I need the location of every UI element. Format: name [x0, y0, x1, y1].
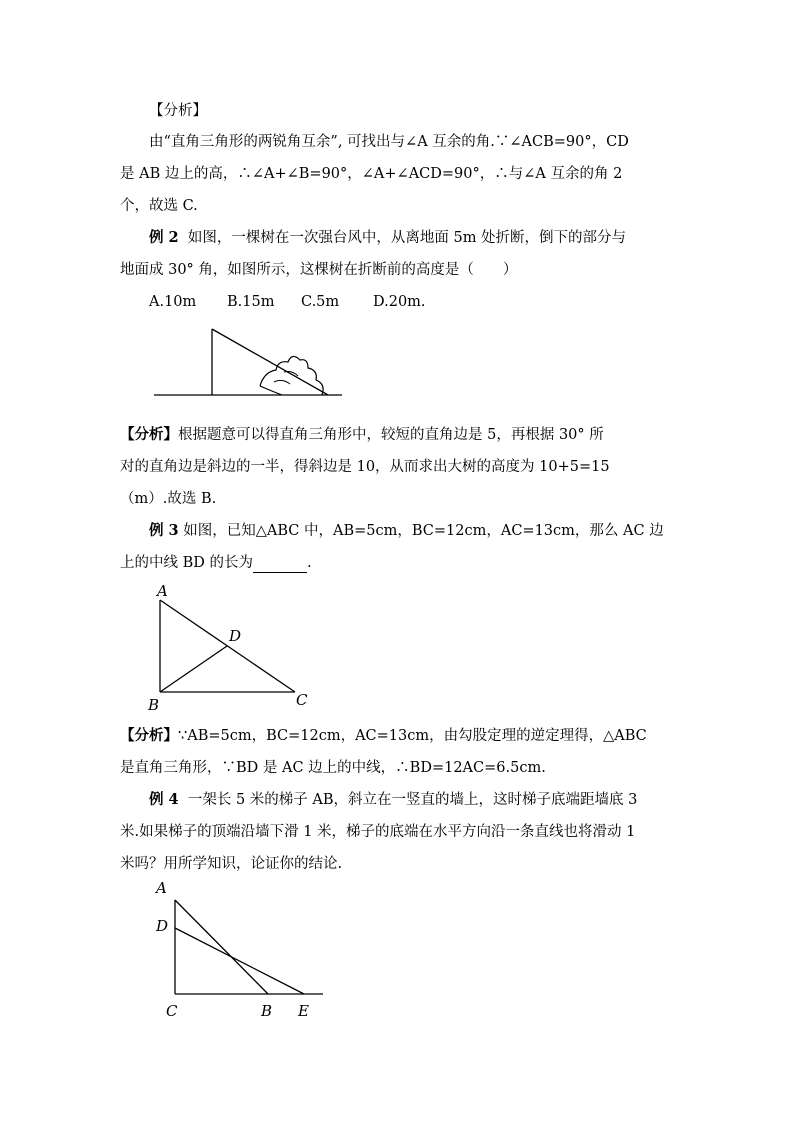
label-c: C: [296, 691, 308, 709]
example-3-analysis-label: 【分析】: [120, 727, 178, 744]
example-2-line-1: [149, 228, 626, 248]
option-d: D.20m.: [373, 294, 426, 310]
analysis-line-2: 是 AB 边上的高，∴∠A+∠B=90°，∠A+∠ACD=90°，∴与∠A 互余的角 2: [120, 166, 623, 182]
analysis-heading: 【分析】: [149, 103, 207, 119]
label-b: B: [261, 1002, 273, 1020]
analysis-line-1: 由“直角三角形的两锐角互余”, 可找出与∠A 互余的角.∵∠ACB=90°，CD: [149, 134, 629, 150]
example-4-line-1: [149, 790, 637, 810]
label-a: A: [157, 582, 168, 600]
example-4-line-3: 米吗？用所学知识，论证你的结论.: [120, 856, 343, 872]
example-3-analysis-text-1: ∵AB=5cm，BC=12cm，AC=13cm，由勾股定理的逆定理得，△ABC: [178, 728, 647, 744]
label-b: B: [148, 696, 160, 714]
label-a: A: [156, 879, 167, 897]
label-d: D: [229, 627, 242, 645]
option-a: A.10m: [149, 294, 197, 310]
example-3-line-1: [149, 521, 664, 541]
example-2-analysis-line-1: [120, 425, 604, 445]
triangle-diagram: [140, 580, 320, 718]
example-4-label: 例 4: [149, 791, 179, 808]
example-4-text-1: 一架长 5 米的梯子 AB，斜立在一竖直的墙上，这时梯子底端距墙底 3: [187, 792, 638, 808]
example-3-line-2: [120, 553, 312, 573]
example-2-line-2: 地面成 30° 角，如图所示，这棵树在折断前的高度是（ ）: [120, 262, 518, 278]
example-3-text-1: 如图，已知△ABC 中，AB=5cm，BC=12cm，AC=13cm，那么 AC 边: [183, 523, 664, 539]
example-2-analysis-line-3: （m）.故选 B.: [120, 491, 217, 507]
label-d: D: [156, 917, 169, 935]
example-2-analysis-line-2: 对的直角边是斜边的一半，得斜边是 10，从而求出大树的高度为 10+5=15: [120, 459, 610, 475]
analysis-line-3: 个，故选 C.: [120, 198, 198, 214]
label-c: C: [166, 1002, 178, 1020]
triangle-abc-figure: [140, 580, 320, 718]
example-2-text-1: 如图，一棵树在一次强台风中，从离地面 5m 处折断，倒下的部分与: [187, 230, 627, 246]
option-c: C.5m: [301, 294, 340, 310]
example-2-label: 例 2: [149, 229, 179, 246]
tree-diagram: [150, 322, 350, 404]
example-2-analysis-text-1: 根据题意可以得直角三角形中，较短的直角边是 5，再根据 30° 所: [178, 427, 604, 443]
example-3-period: .: [307, 555, 312, 571]
option-b: B.15m: [227, 294, 275, 310]
example-3-text-2: 上的中线 BD 的长为: [120, 555, 253, 571]
example-3-label: 例 3: [149, 522, 179, 539]
ladder-figure: [150, 876, 330, 1024]
tree-figure: [150, 322, 350, 404]
example-2-analysis-label: 【分析】: [120, 426, 178, 443]
example-3-analysis-line-2: 是直角三角形，∵BD 是 AC 边上的中线，∴BD=12AC=6.5cm.: [120, 760, 546, 776]
example-4-line-2: 米.如果梯子的顶端沿墙下滑 1 米，梯子的底端在水平方向沿一条直线也将滑动 1: [120, 824, 636, 840]
answer-blank: [253, 557, 307, 573]
example-3-analysis-line-1: [120, 726, 647, 746]
example-2-options: [149, 292, 426, 312]
ladder-diagram: [150, 876, 330, 1024]
label-e: E: [298, 1002, 309, 1020]
